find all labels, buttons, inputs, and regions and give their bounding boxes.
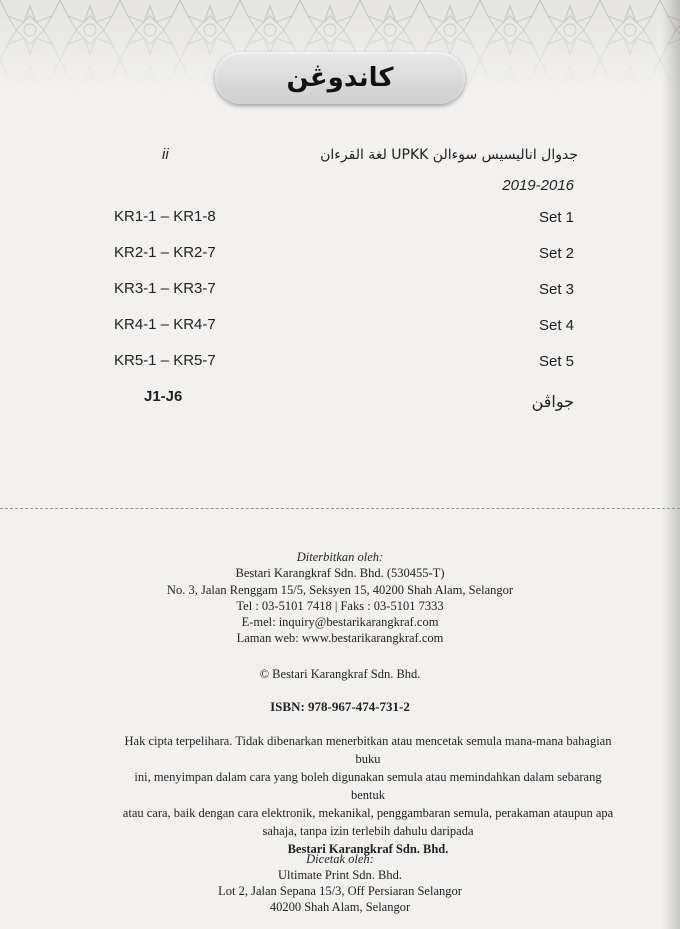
publisher-phone-fax: Tel : 03-5101 7418 | Faks : 03-5101 7333: [236, 599, 444, 613]
publisher-name: Bestari Karangkraf Sdn. Bhd. (530455-T): [235, 566, 445, 580]
printed-by-label: Dicetak oleh:: [306, 852, 374, 866]
toc-answers-label: جواڤن: [531, 392, 574, 411]
isbn: ISBN: 978-967-474-731-2: [270, 699, 410, 714]
publisher-email: E-mel: inquiry@bestarikarangkraf.com: [241, 615, 439, 629]
printer-address-line2: 40200 Shah Alam, Selangor: [269, 900, 411, 914]
toc-item-label: Set 5: [538, 353, 574, 370]
copyright-line: © Bestari Karangkraf Sdn. Bhd.: [259, 667, 421, 681]
toc-item-label: Set 4: [538, 317, 574, 334]
toc-analysis-years: 2019-2016: [502, 177, 574, 194]
toc-item-label: Set 3: [538, 281, 574, 298]
rights-company: Bestari Karangkraf Sdn. Bhd.: [287, 842, 449, 856]
rights-line: Hak cipta terpelihara. Tidak dibenarkan menerbitkan atau mencetak semula mana-mana bahagian buku: [124, 734, 612, 766]
toc-item-range: KR5-1 – KR5-7: [114, 352, 216, 369]
rights-line: ini, menyimpan dalam cara yang boleh digunakan semula atau memindahkan dalam sebarang bentuk: [134, 770, 602, 802]
toc-item-label: Set 1: [538, 209, 574, 226]
toc-analysis-title: جدوال اناليسيس سوءالن UPKK لغة القرءان: [320, 147, 578, 163]
published-by-label: Diterbitkan oleh:: [296, 550, 384, 564]
rights-line: atau cara, baik dengan cara elektronik, mekanikal, penggambaran semula, perakaman ataupun apa: [122, 806, 614, 820]
toc-item-range: KR2-1 – KR2-7: [114, 244, 216, 261]
rights-paragraph: [118, 732, 618, 858]
section-divider: [0, 508, 680, 510]
printer-name: Ultimate Print Sdn. Bhd.: [278, 868, 402, 882]
toc-item-label: Set 2: [538, 245, 574, 262]
printer-address-line1: Lot 2, Jalan Sepana 15/3, Off Persiaran Selangor: [218, 884, 462, 898]
toc-item-range: KR3-1 – KR3-7: [114, 280, 216, 297]
publisher-website: Laman web: www.bestarikarangkraf.com: [236, 631, 444, 645]
publisher-address: No. 3, Jalan Renggam 15/5, Seksyen 15, 40200 Shah Alam, Selangor: [166, 583, 514, 597]
page-title: كاندوڠن: [286, 63, 394, 93]
rights-line: sahaja, tanpa izin terlebih dahulu daripada: [262, 824, 474, 838]
title-banner: [215, 52, 465, 104]
page-edge-shadow: [662, 0, 680, 929]
toc-answers-range: J1-J6: [144, 388, 183, 405]
toc-item-range: KR4-1 – KR4-7: [114, 316, 216, 333]
toc-analysis-page: ii: [162, 146, 169, 163]
toc-item-range: KR1-1 – KR1-8: [114, 208, 216, 225]
